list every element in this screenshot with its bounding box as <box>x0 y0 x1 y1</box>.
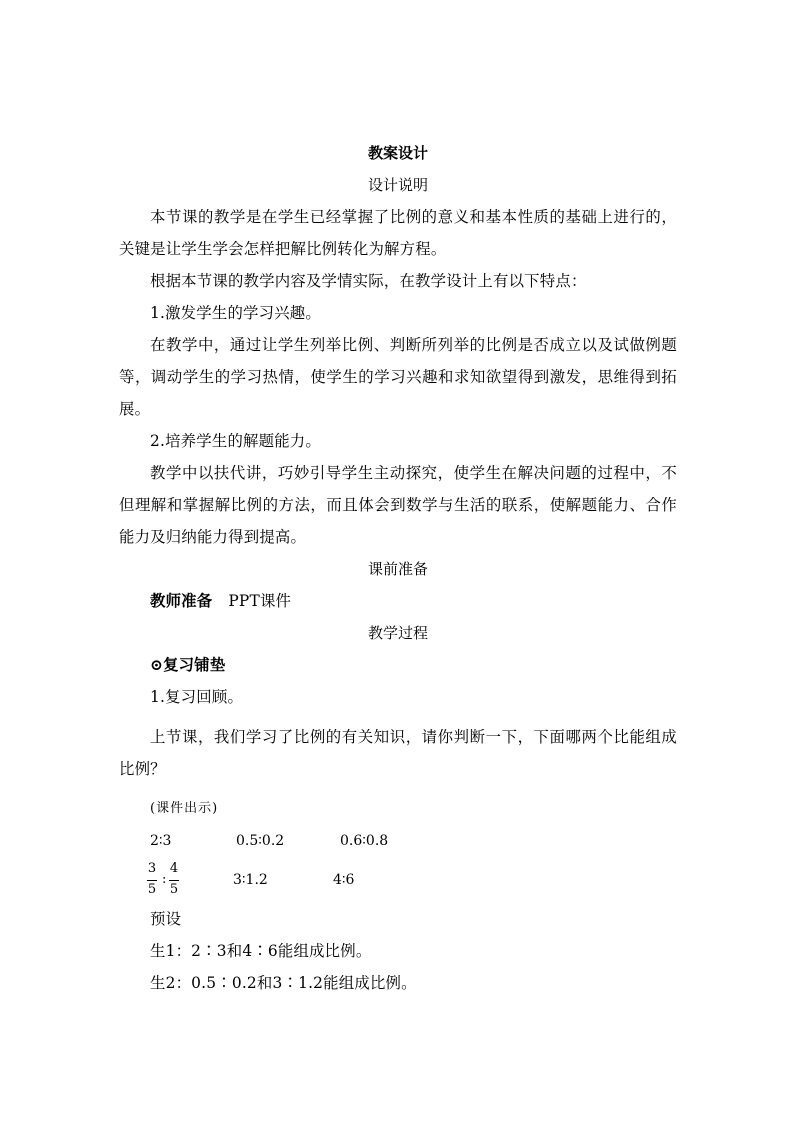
spacer <box>119 713 677 721</box>
fraction-numerator: 3 <box>147 861 157 876</box>
section-heading-design-note: 设计说明 <box>367 176 428 194</box>
prep-label: 教师准备 <box>150 592 213 610</box>
answer-1: 生1：2∶3和4∶6能组成比例。 <box>150 942 372 960</box>
document-page <box>119 137 677 999</box>
fraction-separator: : <box>162 872 167 887</box>
paragraph-point-1: 1.激发学生的学习兴趣。 <box>150 304 321 322</box>
answer-2: 生2：0.5∶0.2和3∶1.2能组成比例。 <box>150 974 417 992</box>
ratio-item: 0.6∶0.8 <box>340 833 389 849</box>
ratio-row-1 <box>119 825 677 857</box>
review-item: 1.复习回顾。 <box>150 688 244 706</box>
section-heading-process: 教学过程 <box>367 624 428 642</box>
ratio-item: 4∶6 <box>333 872 355 888</box>
fraction-numerator: 4 <box>169 861 179 876</box>
fraction-denominator: 5 <box>147 882 157 897</box>
document-title: 教案设计 <box>367 144 428 162</box>
paragraph-point-1-detail: 在教学中，通过让学生列举比例、判断所列举的比例是否成立以及试做例题等，调动学生的学习热情，使学生的学习兴趣和求知欲望得到激发，思维得到拓展。 <box>119 336 677 418</box>
review-question: 上节课，我们学习了比例的有关知识，请你判断一下，下面哪两个比能组成比例？ <box>119 728 677 778</box>
spacer <box>119 785 677 793</box>
paragraph-intro-2: 根据本节课的教学内容及学情实际，在教学设计上有以下特点： <box>150 272 587 290</box>
paragraph-point-2-detail: 教学中以扶代讲，巧妙引导学生主动探究，使学生在解决问题的过程中，不但理解和掌握解比例的方法，而且体会到数学与生活的联系，使解题能力、合作能力及归纳能力得到提高。 <box>119 464 677 546</box>
prep-value: PPT课件 <box>228 592 292 610</box>
fraction-denominator: 5 <box>169 882 179 897</box>
ratio-row-2 <box>119 857 677 903</box>
ratio-item: 2∶3 <box>150 833 172 849</box>
prep-line <box>119 585 677 617</box>
fraction-bar <box>147 880 157 881</box>
paragraph-point-2: 2.培养学生的解题能力。 <box>150 432 321 450</box>
ratio-item: 3∶1.2 <box>233 872 268 888</box>
courseware-note: (课件出示) <box>150 801 219 816</box>
section-heading-prep: 课前准备 <box>367 560 428 578</box>
review-heading: ⊙复习铺垫 <box>150 656 226 674</box>
paragraph-intro-1: 本节课的教学是在学生已经掌握了比例的意义和基本性质的基础上进行的，关键是让学生学会怎样把解比例转化为解方程。 <box>119 208 677 258</box>
fraction-bar <box>169 880 179 881</box>
fraction-ratio <box>147 861 183 901</box>
preset-label: 预设 <box>150 910 182 928</box>
ratio-item: 0.5∶0.2 <box>236 833 285 849</box>
